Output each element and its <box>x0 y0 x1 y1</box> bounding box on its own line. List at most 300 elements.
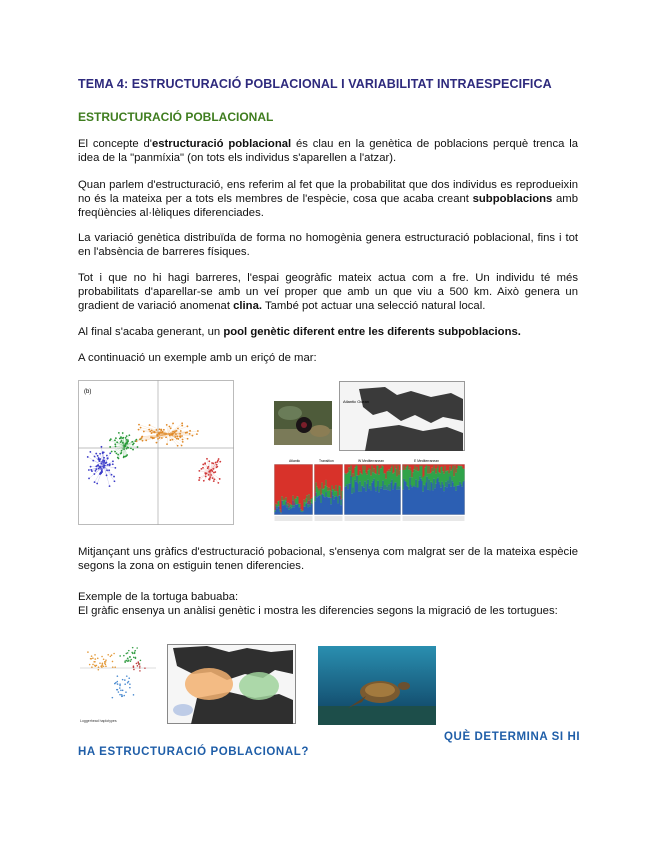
scatter-point <box>106 455 108 457</box>
bar-segment <box>414 465 415 470</box>
sea-urchin-scatter-figure <box>78 380 234 525</box>
bar-segment <box>394 486 395 515</box>
bar-segment <box>460 466 461 482</box>
turtle-scatter-point <box>112 666 114 668</box>
bar-segment <box>293 465 294 496</box>
bar-segment <box>304 500 305 506</box>
bar-segment <box>296 499 297 505</box>
bar-segment <box>307 465 308 496</box>
bar-segment <box>294 507 295 514</box>
bar-segment <box>418 488 419 515</box>
bar-segment <box>361 473 362 491</box>
bar-segment <box>278 501 279 506</box>
bar-segment <box>421 479 422 515</box>
bar-segment <box>374 468 375 479</box>
bar-segment <box>302 512 303 514</box>
bar-segment <box>436 465 437 474</box>
scatter-point <box>205 476 207 478</box>
bar-segment <box>441 488 442 515</box>
bar-segment <box>296 465 297 499</box>
bar-segment <box>346 465 347 475</box>
bar-segment <box>393 474 394 489</box>
bar-segment <box>429 465 430 467</box>
bar-segment <box>317 487 318 498</box>
bar-segment <box>294 465 295 506</box>
bar-segment <box>318 465 319 489</box>
bar-segment <box>422 465 423 466</box>
page-title: TEMA 4: ESTRUCTURACIÓ POBLACIONAL I VARIABILITAT INTRAESPECIFICA <box>78 77 552 91</box>
bar-segment <box>425 465 426 468</box>
bar-segment <box>352 477 353 494</box>
scatter-point <box>166 443 168 445</box>
paragraph-6: A continuació un exemple amb un eriçó de mar: <box>78 352 317 364</box>
scatter-point <box>200 468 202 470</box>
bar-segment <box>445 487 446 515</box>
turtle-scatter-point <box>135 657 137 659</box>
bar-segment <box>430 490 431 514</box>
bar-segment <box>413 472 414 486</box>
bar-segment <box>283 505 284 514</box>
turtle-scatter-point <box>126 653 128 655</box>
scatter-point <box>106 474 108 476</box>
turtle-scatter-point <box>114 683 116 685</box>
scatter-point <box>115 445 117 447</box>
bar-segment <box>373 472 374 480</box>
bar-segment <box>457 469 458 486</box>
scatter-point <box>103 457 105 459</box>
bar-segment <box>361 465 362 474</box>
bar-segment <box>319 465 320 491</box>
bar-segment <box>435 469 436 489</box>
bar-segment <box>319 496 320 515</box>
turtle-scatter-point <box>118 691 120 693</box>
scatter-point <box>153 431 155 433</box>
bar-segment <box>390 465 391 472</box>
bar-segment <box>454 476 455 487</box>
bar-segment <box>327 465 328 487</box>
bar-segment <box>311 499 312 503</box>
bar-segment <box>370 465 371 470</box>
bar-segment <box>419 465 420 471</box>
bar-segment <box>388 471 389 490</box>
bar-segment <box>356 465 357 466</box>
scatter-point <box>181 422 183 424</box>
bar-segment <box>365 466 366 482</box>
scatter-point <box>95 470 97 472</box>
bar-segment <box>410 467 411 477</box>
bar-segment <box>449 473 450 483</box>
scatter-point <box>99 453 101 455</box>
bar-segment <box>310 465 311 505</box>
bar-segment <box>300 465 301 504</box>
scatter-point <box>122 432 124 434</box>
bar-segment <box>456 473 457 491</box>
bar-segment <box>439 465 440 473</box>
bar-segment <box>320 495 321 514</box>
bar-segment <box>434 479 435 515</box>
bar-segment <box>345 473 346 487</box>
bar-segment <box>415 487 416 515</box>
bar-segment <box>418 465 419 472</box>
bar-segment <box>463 465 464 469</box>
bar-segment <box>351 476 352 515</box>
bar-segment <box>396 469 397 483</box>
bar-segment <box>427 465 428 466</box>
bar-segment <box>448 470 449 480</box>
bar-segment <box>437 479 438 514</box>
bar-segment <box>411 470 412 485</box>
bar-segment <box>355 480 356 515</box>
bar-segment <box>423 477 424 491</box>
bar-segment <box>350 471 351 484</box>
bar-segment <box>411 465 412 471</box>
bar-segment <box>439 472 440 482</box>
bar-segment <box>456 491 457 515</box>
bar-segment <box>440 473 441 484</box>
turtle-scatter-point <box>105 659 107 661</box>
turtle-scatter-point <box>91 655 93 657</box>
mediterranean-map <box>339 381 465 451</box>
turtle-scatter-point <box>119 683 121 685</box>
bar-segment <box>366 473 367 491</box>
bar-segment <box>355 468 356 480</box>
bar-segment <box>405 465 406 470</box>
scatter-point <box>170 439 172 441</box>
bar-segment <box>360 465 361 471</box>
turtle-scatter-point <box>112 661 114 663</box>
turtle-scatter-point <box>116 681 118 683</box>
turtle-scatter-point <box>92 657 94 659</box>
bar-segment <box>339 465 340 486</box>
bar-segment <box>386 465 387 479</box>
turtle-scatter-point <box>124 661 126 663</box>
bar-segment <box>427 466 428 477</box>
scatter-point <box>135 439 137 441</box>
bar-segment <box>297 496 298 504</box>
bar-segment <box>381 465 382 469</box>
bar-segment <box>378 466 379 481</box>
scatter-point <box>133 442 135 444</box>
bar-segment <box>336 496 337 515</box>
bar-segment <box>275 510 276 512</box>
bar-segment <box>287 507 288 514</box>
bar-segment <box>342 491 343 499</box>
bar-segment <box>437 468 438 479</box>
bar-segment <box>327 497 328 515</box>
bar-segment <box>436 484 437 515</box>
scatter-point <box>155 429 157 431</box>
scatter-point <box>204 463 206 465</box>
scatter-point <box>94 456 96 458</box>
bar-segment <box>394 473 395 486</box>
bar-segment <box>452 465 453 469</box>
bar-segment <box>431 465 432 473</box>
scatter-point <box>179 433 181 435</box>
bar-segment <box>421 467 422 479</box>
bar-segment <box>310 507 311 515</box>
bar-segment <box>441 465 442 468</box>
scatter-point <box>169 426 171 428</box>
bar-segment <box>459 465 460 466</box>
bar-segment <box>425 468 426 487</box>
bar-segment <box>451 487 452 515</box>
bar-segment <box>403 470 404 490</box>
bar-segment <box>455 466 456 486</box>
bar-segment <box>295 502 296 514</box>
bar-segment <box>397 465 398 477</box>
bar-segment <box>358 483 359 514</box>
bar-segment <box>408 487 409 515</box>
bar-segment <box>432 465 433 468</box>
scatter-point <box>182 439 184 441</box>
bar-segment <box>331 504 332 514</box>
bar-segment <box>431 473 432 482</box>
scatter-point <box>199 477 201 479</box>
turtle-scatter-point <box>137 662 139 664</box>
scatter-point <box>166 424 168 426</box>
bar-segment <box>425 487 426 515</box>
bar-segment <box>276 465 277 504</box>
turtle-scatter-point <box>130 659 132 661</box>
bar-segment <box>361 492 362 515</box>
scatter-point <box>114 451 116 453</box>
scatter-point <box>217 482 219 484</box>
scatter-point <box>114 443 116 445</box>
turtle-scatter-point <box>133 694 135 696</box>
turtle-scatter-point <box>119 655 121 657</box>
bar-segment <box>382 486 383 514</box>
scatter-point <box>127 439 129 441</box>
bar-segment <box>460 465 461 467</box>
scatter-point <box>196 433 198 435</box>
bar-segment <box>430 474 431 491</box>
bar-segment <box>453 482 454 514</box>
bar-segment <box>325 486 326 498</box>
bar-segment <box>371 476 372 491</box>
bar-segment <box>382 466 383 487</box>
bar-segment <box>423 465 424 478</box>
bar-segment <box>291 505 292 509</box>
bar-segment <box>450 466 451 476</box>
turtle-scatter-point <box>129 683 131 685</box>
bar-segment <box>290 504 291 507</box>
section-heading: ESTRUCTURACIÓ POBLACIONAL <box>78 110 274 124</box>
bar-segment <box>363 486 364 514</box>
bar-segment <box>368 465 369 471</box>
bar-segment <box>302 511 303 512</box>
bar-segment <box>420 466 421 477</box>
bar-segment <box>385 473 386 485</box>
bar-segment <box>370 486 371 515</box>
scatter-point <box>186 432 188 434</box>
bar-segment <box>289 508 290 510</box>
paragraph-3: La variació genètica distribuïda de forma no homogènia genera estructuració poblacional, fins i tot en l'absència de barreres físiques. <box>78 232 578 258</box>
turtle-scatter-point <box>124 679 126 681</box>
bar-segment <box>310 505 311 507</box>
bar-segment <box>429 466 430 479</box>
bar-segment <box>280 509 281 511</box>
bar-segment <box>303 511 304 512</box>
bar-segment <box>382 465 383 466</box>
bar-segment <box>415 465 416 466</box>
bar-segment <box>454 465 455 477</box>
scatter-point <box>216 466 218 468</box>
paragraph-4: Tot i que no hi hagi barreres, l'espai geogràfic mateix actua com a fre. Un individu té més probabilitats d'aparellar-se amb un veí proper que amb un que viu a 500 km. Això genera un gradient de variació anomenat clina. També pot actuar una selecció natural local. <box>78 272 578 312</box>
turtle-scatter-point <box>139 665 141 667</box>
turtle-scatter-point <box>120 689 122 691</box>
bar-segment <box>303 511 304 514</box>
bar-segment <box>454 487 455 515</box>
bar-segment <box>380 468 381 486</box>
scatter-point <box>202 467 204 469</box>
bar-segment <box>349 484 350 515</box>
bar-segment <box>428 474 429 490</box>
bar-segment <box>299 465 300 504</box>
bar-segment <box>350 484 351 515</box>
bar-segment <box>337 491 338 497</box>
bar-segment <box>385 465 386 474</box>
scatter-point <box>157 438 159 440</box>
bar-segment <box>301 509 302 511</box>
scatter-point <box>204 472 206 474</box>
turtle-scatter-point <box>124 683 126 685</box>
bar-segment <box>334 499 335 514</box>
scatter-point <box>172 423 174 425</box>
bar-segment <box>384 473 385 489</box>
turtle-scatter-point <box>140 660 142 662</box>
bar-segment <box>290 507 291 515</box>
bar-segment <box>439 482 440 515</box>
bar-segment <box>338 496 339 503</box>
bar-segment <box>447 471 448 488</box>
turtle-scatter-point <box>127 682 129 684</box>
bar-segment <box>404 466 405 479</box>
bar-segment <box>444 491 445 514</box>
scatter-point <box>159 428 161 430</box>
turtle-scatter-point <box>87 651 89 653</box>
scatter-point <box>177 428 179 430</box>
turtle-scatter-point <box>94 654 96 656</box>
bar-segment <box>321 503 322 515</box>
bar-segment <box>452 469 453 481</box>
bar-segment <box>296 505 297 515</box>
turtle-scatter-figure <box>78 638 158 728</box>
bar-segment <box>395 466 396 483</box>
bar-segment <box>455 465 456 466</box>
turtle-scatter-point <box>89 664 91 666</box>
bar-segment <box>433 465 434 472</box>
scatter-point <box>137 446 139 448</box>
bar-segment <box>417 488 418 515</box>
turtle-scatter-point <box>132 647 134 649</box>
bar-segment <box>345 487 346 515</box>
bar-segment <box>305 507 306 515</box>
bar-segment <box>341 465 342 500</box>
bar-segment <box>317 465 318 487</box>
bar-segment <box>457 486 458 515</box>
bar-segment <box>417 465 418 467</box>
turtle-scatter-point <box>136 663 138 665</box>
bar-panel-axis <box>275 516 313 521</box>
bar-segment <box>440 485 441 515</box>
bar-segment <box>413 465 414 473</box>
bar-segment <box>325 465 326 486</box>
bar-segment <box>291 465 292 505</box>
bar-segment <box>283 465 284 501</box>
bar-segment <box>389 469 390 484</box>
bar-segment <box>392 466 393 480</box>
turtle-scatter-point <box>91 666 93 668</box>
bar-segment <box>295 498 296 502</box>
bar-segment <box>384 465 385 474</box>
turtle-scatter-point <box>98 669 100 671</box>
scatter-point <box>208 478 210 480</box>
bar-segment <box>351 465 352 466</box>
bar-segment <box>409 490 410 515</box>
bar-segment <box>443 471 444 484</box>
bar-segment <box>405 481 406 514</box>
bar-segment <box>366 465 367 473</box>
bar-segment <box>312 498 313 504</box>
bar-segment <box>339 485 340 495</box>
bar-segment <box>404 465 405 466</box>
scatter-point <box>110 438 112 440</box>
sea-urchin-photo <box>274 401 332 445</box>
bar-segment <box>403 465 404 470</box>
scatter-point <box>97 465 99 467</box>
scatter-point <box>138 424 140 426</box>
bar-segment <box>315 496 316 501</box>
bar-segment <box>337 497 338 515</box>
bar-segment <box>444 474 445 491</box>
bar-segment <box>409 470 410 490</box>
scatter-point <box>87 456 89 458</box>
bar-segment <box>285 506 286 515</box>
bar-segment <box>412 487 413 514</box>
bar-segment <box>380 465 381 469</box>
bar-segment <box>374 465 375 469</box>
bar-segment <box>279 465 280 501</box>
bar-segment <box>415 466 416 487</box>
bar-segment <box>420 465 421 466</box>
bar-segment <box>301 511 302 514</box>
bar-segment <box>377 465 378 466</box>
bar-segment <box>347 484 348 514</box>
bar-segment <box>353 487 354 514</box>
bar-segment <box>289 465 290 508</box>
bar-segment <box>306 465 307 499</box>
bar-segment <box>443 465 444 472</box>
bar-segment <box>440 465 441 474</box>
bar-segment <box>464 481 465 515</box>
bar-segment <box>459 466 460 486</box>
scatter-point <box>132 449 134 451</box>
bar-segment <box>398 466 399 487</box>
bar-segment <box>370 470 371 486</box>
scatter-point <box>125 437 127 439</box>
bar-segment <box>462 487 463 515</box>
bar-segment <box>445 465 446 466</box>
scatter-point <box>140 427 142 429</box>
bar-segment <box>461 466 462 484</box>
bar-segment <box>446 465 447 472</box>
bar-segment <box>453 465 454 466</box>
bar-segment <box>353 465 354 474</box>
bar-segment <box>326 492 327 514</box>
scatter-point <box>206 458 208 460</box>
bar-segment <box>330 465 331 491</box>
bar-segment <box>453 466 454 483</box>
